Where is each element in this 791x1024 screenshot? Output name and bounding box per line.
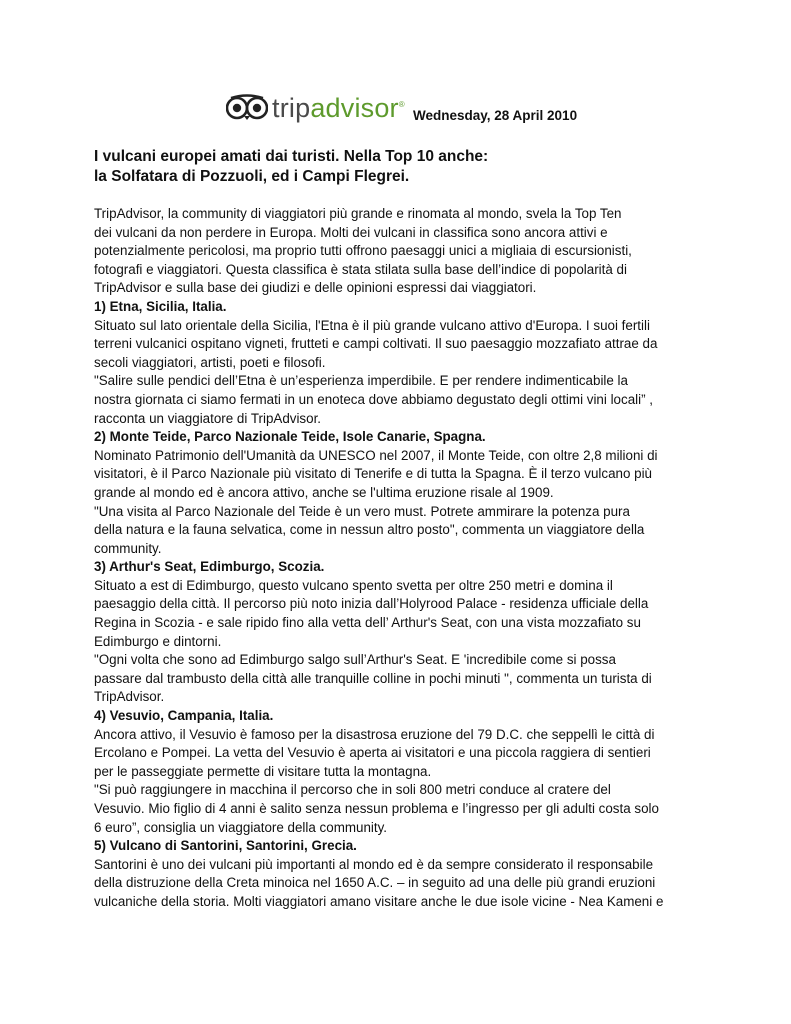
document-title bbox=[94, 147, 704, 187]
body-text-line: passare dal trambusto della città alle tranquille colline in pochi minuti ", commenta un turista di bbox=[94, 670, 652, 686]
body-text-line: TripAdvisor. bbox=[94, 689, 165, 705]
body-text-line: Ancora attivo, il Vesuvio è famoso per la disastrosa eruzione del 79 D.C. che seppellì le città di bbox=[94, 726, 655, 742]
body-text-line: Santorini è uno dei vulcani più importanti al mondo ed è da sempre considerato il responsabile bbox=[94, 856, 654, 872]
body-text-line: "Ogni volta che sono ad Edimburgo salgo sull’Arthur's Seat. E 'incredibile come si possa bbox=[94, 652, 616, 668]
article-body bbox=[94, 205, 714, 912]
section-heading: 3) Arthur's Seat, Edimburgo, Scozia. bbox=[94, 559, 325, 575]
section-heading: 1) Etna, Sicilia, Italia. bbox=[94, 298, 227, 314]
body-text-line: community. bbox=[94, 540, 162, 556]
body-text-line: della natura e la fauna selvatica, come in nessun altro posto", commenta un viaggiatore della bbox=[94, 522, 645, 538]
owl-eyes-icon bbox=[226, 94, 268, 120]
title-line-1: I vulcani europei amati dai turisti. Nella Top 10 anche: bbox=[94, 148, 489, 165]
body-text-line: nostra giornata ci siamo fermati in un enoteca dove abbiamo degustato degli ottimi vini locali” , bbox=[94, 391, 653, 407]
body-text-line: dei vulcani da non perdere in Europa. Molti dei vulcani in classifica sono ancora attivi e bbox=[94, 224, 608, 240]
body-text-line: TripAdvisor, la community di viaggiatori più grande e rinomata al mondo, svela la Top Ten bbox=[94, 206, 622, 221]
body-text-line: vulcaniche della storia. Molti viaggiatori amano visitare anche le due isole vicine - Nea Kameni e bbox=[94, 893, 664, 909]
body-text-line: Edimburgo e dintorni. bbox=[94, 633, 222, 649]
tripadvisor-logo bbox=[226, 90, 405, 123]
body-text-line: "Una visita al Parco Nazionale del Teide è un vero must. Potrete ammirare la potenza pura bbox=[94, 503, 630, 519]
document-date: Wednesday, 28 April 2010 bbox=[413, 108, 578, 123]
body-text-line: potenzialmente pericolosi, ma proprio tutti offrono paesaggi unici a migliaia di escursionisti, bbox=[94, 243, 632, 259]
body-text-line: Situato a est di Edimburgo, questo vulcano spento svetta per oltre 250 metri e domina il bbox=[94, 577, 613, 593]
title-line-2: la Solfatara di Pozzuoli, ed i Campi Flegrei. bbox=[94, 168, 410, 185]
body-text-line: "Si può raggiungere in macchina il percorso che in soli 800 metri conduce al cratere del bbox=[94, 782, 611, 798]
body-text-line: fotografi e viaggiatori. Questa classifica è stata stilata sulla base dell’indice di popolarità di bbox=[94, 261, 627, 277]
section-heading: 4) Vesuvio, Campania, Italia. bbox=[94, 708, 274, 724]
body-text-line: Regina in Scozia - e sale ripido fino alla vetta dell’ Arthur's Seat, con una vista mozzafiato su bbox=[94, 615, 641, 631]
body-text-line: Situato sul lato orientale della Sicilia, l'Etna è il più grande vulcano attivo d'Europa. I suoi fertili bbox=[94, 317, 650, 333]
body-text-line: 6 euro”, consiglia un viaggiatore della community. bbox=[94, 819, 388, 835]
body-text-line: Vesuvio. Mio figlio di 4 anni è salito senza nessun problema e l’ingresso per gli adulti costa solo bbox=[94, 801, 659, 816]
body-text-line: terreni vulcanici ospitano vigneti, frutteti e campi coltivati. Il suo paesaggio mozzafiato attrae da bbox=[94, 336, 658, 352]
body-text-line: racconta un viaggiatore di TripAdvisor. bbox=[94, 410, 322, 426]
body-text-line: della distruzione della Creta minoica nel 1650 A.C. – in seguito ad una delle più grandi eruzioni bbox=[94, 875, 656, 891]
section-heading: 5) Vulcano di Santorini, Santorini, Grecia. bbox=[94, 838, 357, 854]
body-text-line: per le passeggiate permette di visitare tutta la montagna. bbox=[94, 763, 432, 779]
body-text-line: "Salire sulle pendici dell’Etna è un’esperienza imperdibile. E per rendere indimenticabile la bbox=[94, 373, 628, 389]
document-header bbox=[226, 90, 606, 124]
section-heading: 2) Monte Teide, Parco Nazionale Teide, Isole Canarie, Spagna. bbox=[94, 429, 486, 445]
body-text-line: Nominato Patrimonio dell'Umanità da UNESCO nel 2007, il Monte Teide, con oltre 2,8 milioni di bbox=[94, 447, 658, 463]
body-text-line: Ercolano e Pompei. La vetta del Vesuvio è aperta ai visitatori e una piccola raggiera di sentieri bbox=[94, 745, 651, 761]
body-text-line: grande al mondo ed è ancora attivo, anche se l'ultima eruzione risale al 1909. bbox=[94, 484, 554, 500]
body-text-line: visitatori, è il Parco Nazionale più visitato di Tenerife e di tutta la Spagna. È il terzo vulcano più bbox=[94, 466, 652, 482]
body-text-line: secoli viaggiatori, artisti, poeti e filosofi. bbox=[94, 354, 326, 370]
body-text-line: TripAdvisor e sulla base dei giudizi e delle opinioni espressi dai viaggiatori. bbox=[94, 280, 537, 296]
logo-wordmark: tripadvisor® bbox=[272, 93, 405, 123]
body-text-line: paesaggio della città. Il percorso più noto inizia dall’Holyrood Palace - residenza ufficiale della bbox=[94, 596, 649, 612]
